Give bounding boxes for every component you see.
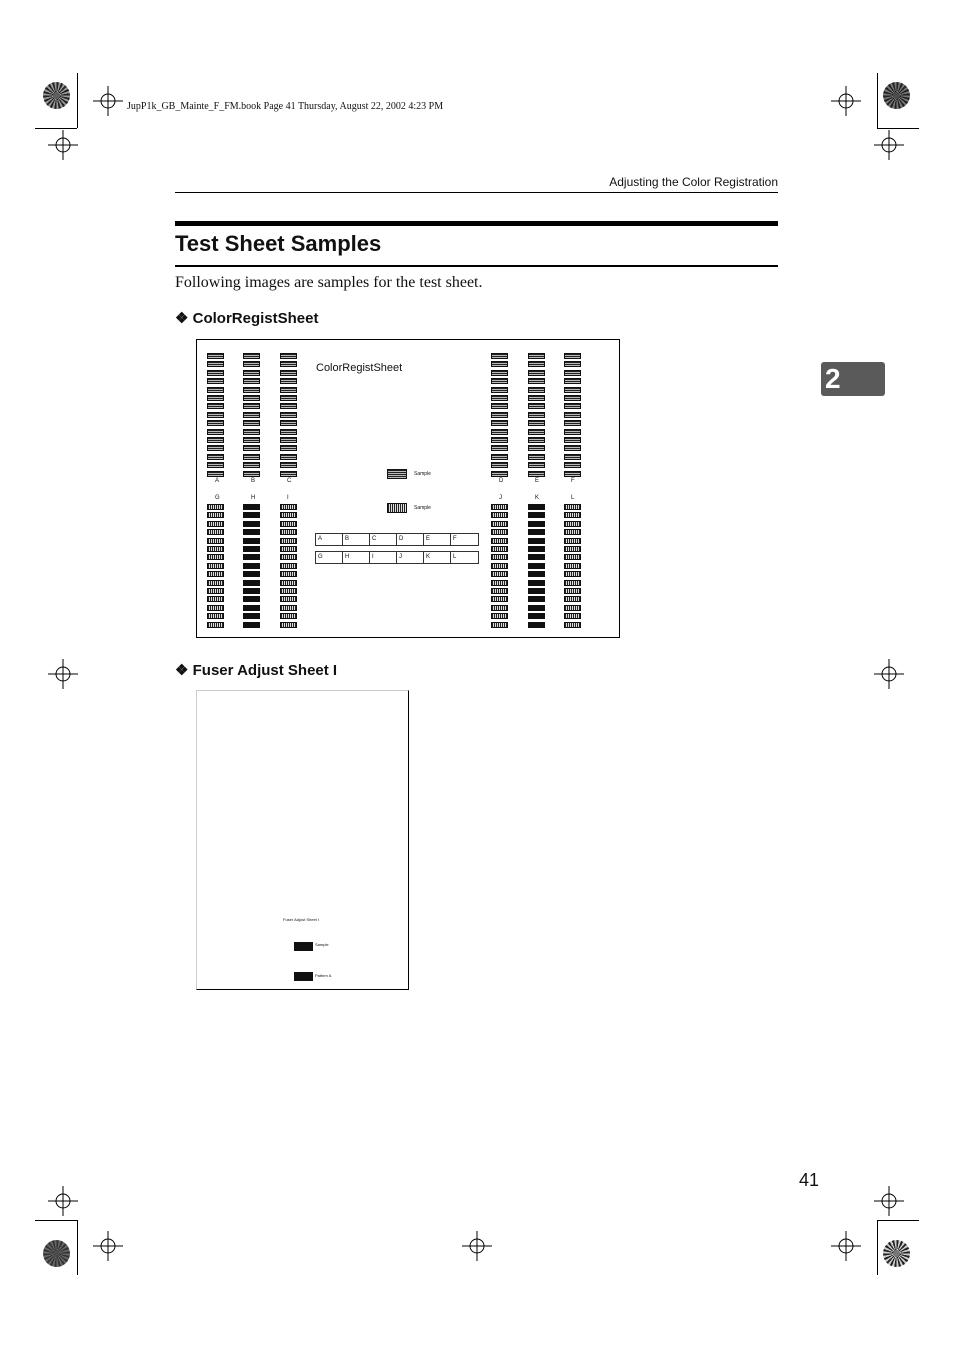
- pattern-bar: [207, 613, 224, 619]
- pattern-bar: [491, 395, 508, 401]
- pattern-bar: [207, 403, 224, 409]
- pattern-bar: [243, 387, 260, 393]
- grid-row-2: [315, 551, 479, 564]
- pattern-bar: [243, 571, 260, 577]
- fuser-sheet: [196, 690, 409, 990]
- pattern-bar: [564, 571, 581, 577]
- pattern-bar: [207, 563, 224, 569]
- pattern-bar: [207, 412, 224, 418]
- column-label: A: [215, 478, 220, 484]
- pattern-bar: [564, 454, 581, 460]
- crop-line: [77, 1220, 78, 1275]
- fuser-sample-swatch: [294, 942, 313, 951]
- color-wheel-mark-icon: [883, 1240, 910, 1267]
- grid-cell: D: [397, 534, 424, 545]
- crop-line: [877, 1220, 878, 1275]
- pattern-bar: [243, 353, 260, 359]
- column-label: E: [535, 478, 540, 484]
- pattern-bar: [280, 471, 297, 477]
- pattern-bar: [491, 445, 508, 451]
- pattern-bar: [243, 412, 260, 418]
- registration-mark-icon: [48, 659, 78, 689]
- grid-cell: B: [343, 534, 370, 545]
- title-underline: [175, 265, 778, 267]
- header-rule: [175, 192, 778, 193]
- crop-line: [35, 128, 77, 129]
- pattern-bar: [280, 429, 297, 435]
- pattern-bar: [280, 412, 297, 418]
- pattern-bar: [564, 403, 581, 409]
- pattern-bar: [528, 504, 545, 510]
- grid-cell: J: [397, 552, 424, 563]
- pattern-bar: [491, 605, 508, 611]
- pattern-bar: [564, 512, 581, 518]
- column-label: H: [251, 495, 256, 501]
- pattern-bar: [564, 429, 581, 435]
- registration-mark-icon: [831, 1231, 861, 1261]
- pattern-bar: [243, 437, 260, 443]
- pattern-bar: [207, 429, 224, 435]
- section-title: Test Sheet Samples: [175, 231, 382, 256]
- pattern-bar: [528, 580, 545, 586]
- pattern-bar: [564, 563, 581, 569]
- pattern-bar: [243, 563, 260, 569]
- pattern-bar: [564, 521, 581, 527]
- registration-mark-icon: [48, 1186, 78, 1216]
- pattern-bar: [207, 437, 224, 443]
- pattern-bar: [564, 445, 581, 451]
- pattern-bar: [528, 378, 545, 384]
- pattern-bar: [207, 605, 224, 611]
- pattern-bar: [280, 361, 297, 367]
- pattern-bar: [280, 588, 297, 594]
- pattern-bar: [491, 512, 508, 518]
- pattern-bar: [207, 445, 224, 451]
- pattern-bar: [207, 378, 224, 384]
- sample-label-2: Sample: [414, 505, 431, 511]
- pattern-bar: [528, 462, 545, 468]
- crop-line: [877, 1220, 919, 1221]
- pattern-bar: [280, 571, 297, 577]
- pattern-bar: [280, 387, 297, 393]
- pattern-bar: [491, 403, 508, 409]
- pattern-bar: [491, 546, 508, 552]
- pattern-bar: [564, 437, 581, 443]
- column-label: L: [571, 495, 575, 501]
- pattern-bar: [491, 622, 508, 628]
- pattern-bar: [243, 554, 260, 560]
- pattern-bar: [280, 420, 297, 426]
- pattern-bar: [243, 395, 260, 401]
- pattern-bar: [243, 471, 260, 477]
- title-bar: [175, 221, 778, 226]
- pattern-bar: [243, 445, 260, 451]
- pattern-bar: [528, 370, 545, 376]
- pattern-bar: [491, 429, 508, 435]
- column-label: F: [571, 478, 575, 484]
- pattern-bar: [564, 596, 581, 602]
- crop-line: [877, 128, 919, 129]
- crop-line: [77, 73, 78, 128]
- pattern-bar: [564, 554, 581, 560]
- pattern-bar: [564, 622, 581, 628]
- registration-mark-icon: [874, 1186, 904, 1216]
- pattern-bar: [207, 471, 224, 477]
- print-info: JupP1k_GB_Mainte_F_FM.book Page 41 Thursday, August 22, 2002 4:23 PM: [127, 101, 444, 112]
- pattern-bar: [491, 462, 508, 468]
- pattern-bar: [528, 538, 545, 544]
- pattern-bar: [207, 395, 224, 401]
- pattern-bar: [528, 412, 545, 418]
- pattern-bar: [528, 622, 545, 628]
- pattern-bar: [528, 546, 545, 552]
- pattern-bar: [564, 395, 581, 401]
- pattern-bar: [243, 605, 260, 611]
- pattern-bar: [564, 538, 581, 544]
- registration-mark-icon: [874, 659, 904, 689]
- pattern-bar: [280, 546, 297, 552]
- pattern-bar: [243, 403, 260, 409]
- pattern-bar: [207, 454, 224, 460]
- grid-cell: I: [370, 552, 397, 563]
- pattern-bar: [280, 454, 297, 460]
- pattern-bar: [564, 471, 581, 477]
- column-label: G: [215, 495, 220, 501]
- pattern-bar: [491, 521, 508, 527]
- pattern-bar: [564, 412, 581, 418]
- pattern-bar: [564, 353, 581, 359]
- pattern-bar: [491, 596, 508, 602]
- pattern-bar: [280, 403, 297, 409]
- fuser-sample-label: Sample: [315, 942, 329, 947]
- pattern-bar: [564, 613, 581, 619]
- pattern-bar: [243, 529, 260, 535]
- fuser-heading-text: Fuser Adjust Sheet I: [192, 662, 338, 679]
- page-number: 41: [799, 1170, 820, 1190]
- pattern-bar: [207, 462, 224, 468]
- grid-cell: F: [453, 536, 457, 542]
- pattern-bar: [528, 445, 545, 451]
- fuser-heading: [175, 661, 337, 679]
- pattern-bar: [280, 554, 297, 560]
- grid-cell: K: [424, 552, 451, 563]
- column-label: C: [287, 478, 292, 484]
- chapter-tab: 2: [821, 362, 885, 396]
- pattern-bar: [243, 361, 260, 367]
- grid-cell: G: [316, 552, 343, 563]
- pattern-bar: [243, 370, 260, 376]
- pattern-bar: [207, 521, 224, 527]
- pattern-bar: [491, 580, 508, 586]
- pattern-bar: [528, 437, 545, 443]
- pattern-bar: [528, 353, 545, 359]
- grid-cell: E: [424, 534, 451, 545]
- grid-cell: H: [343, 552, 370, 563]
- pattern-bar: [528, 596, 545, 602]
- pattern-bar: [491, 504, 508, 510]
- registration-mark-icon: [462, 1231, 492, 1261]
- pattern-bar: [280, 605, 297, 611]
- pattern-bar: [491, 420, 508, 426]
- pattern-bar: [528, 395, 545, 401]
- pattern-bar: [243, 538, 260, 544]
- pattern-bar: [528, 605, 545, 611]
- fuser-pattern-swatch: [294, 972, 313, 981]
- column-label: B: [251, 478, 256, 484]
- pattern-bar: [280, 370, 297, 376]
- colorregist-sheet-title: ColorRegistSheet: [316, 362, 403, 374]
- pattern-bar: [491, 538, 508, 544]
- pattern-bar: [564, 370, 581, 376]
- registration-mark-icon: [874, 130, 904, 160]
- pattern-bar: [528, 521, 545, 527]
- column-label: J: [499, 495, 502, 501]
- pattern-bar: [243, 504, 260, 510]
- pattern-bar: [491, 529, 508, 535]
- pattern-bar: [243, 378, 260, 384]
- pattern-bar: [528, 613, 545, 619]
- pattern-bar: [491, 378, 508, 384]
- pattern-bar: [491, 353, 508, 359]
- pattern-bar: [564, 378, 581, 384]
- pattern-bar: [280, 622, 297, 628]
- pattern-bar: [280, 462, 297, 468]
- crop-line: [877, 73, 878, 128]
- registration-mark-icon: [93, 1231, 123, 1261]
- running-header: Adjusting the Color Registration: [609, 175, 778, 189]
- pattern-bar: [528, 471, 545, 477]
- pattern-bar: [243, 521, 260, 527]
- pattern-bar: [491, 471, 508, 477]
- pattern-bar: [564, 605, 581, 611]
- diamond-bullet-icon: ❖: [175, 310, 189, 327]
- pattern-bar: [491, 571, 508, 577]
- registration-mark-icon: [48, 130, 78, 160]
- pattern-bar: [280, 512, 297, 518]
- pattern-bar: [243, 588, 260, 594]
- sample-swatch-2: [387, 503, 407, 513]
- pattern-bar: [243, 512, 260, 518]
- pattern-bar: [207, 504, 224, 510]
- pattern-bar: [528, 571, 545, 577]
- grid-cell: C: [370, 534, 397, 545]
- column-label: D: [499, 478, 504, 484]
- pattern-bar: [491, 387, 508, 393]
- pattern-bar: [243, 454, 260, 460]
- pattern-bar: [280, 580, 297, 586]
- colorregist-sheet: [196, 339, 620, 638]
- pattern-bar: [491, 412, 508, 418]
- pattern-bar: [280, 378, 297, 384]
- pattern-bar: [491, 454, 508, 460]
- pattern-bar: [280, 563, 297, 569]
- pattern-bar: [280, 538, 297, 544]
- color-wheel-mark-icon: [883, 82, 910, 109]
- pattern-bar: [280, 504, 297, 510]
- pattern-bar: [243, 546, 260, 552]
- fuser-pattern-label: Pattern A: [315, 973, 332, 978]
- pattern-bar: [564, 580, 581, 586]
- colorregist-heading-text: ColorRegistSheet: [192, 310, 319, 327]
- pattern-bar: [280, 521, 297, 527]
- pattern-bar: [280, 613, 297, 619]
- pattern-bar: [528, 563, 545, 569]
- color-wheel-mark-icon: [43, 1240, 70, 1267]
- crop-line: [35, 1220, 77, 1221]
- pattern-bar: [280, 353, 297, 359]
- pattern-bar: [207, 353, 224, 359]
- pattern-bar: [280, 437, 297, 443]
- pattern-bar: [564, 588, 581, 594]
- pattern-bar: [280, 596, 297, 602]
- pattern-bar: [491, 437, 508, 443]
- pattern-bar: [491, 563, 508, 569]
- sample-label-1: Sample: [414, 471, 431, 477]
- pattern-bar: [207, 512, 224, 518]
- grid-row-1: [315, 533, 479, 546]
- pattern-bar: [207, 361, 224, 367]
- pattern-bar: [207, 546, 224, 552]
- pattern-bar: [207, 529, 224, 535]
- pattern-bar: [207, 554, 224, 560]
- pattern-bar: [243, 596, 260, 602]
- pattern-bar: [243, 613, 260, 619]
- registration-mark-icon: [831, 86, 861, 116]
- fuser-sheet-title: Fuser Adjust Sheet I: [283, 917, 320, 922]
- registration-mark-icon: [93, 86, 123, 116]
- intro-text: Following images are samples for the test sheet.: [175, 274, 483, 291]
- pattern-bar: [564, 546, 581, 552]
- pattern-bar: [491, 613, 508, 619]
- pattern-bar: [528, 554, 545, 560]
- pattern-bar: [564, 529, 581, 535]
- pattern-bar: [243, 580, 260, 586]
- pattern-bar: [528, 529, 545, 535]
- column-label: K: [535, 495, 540, 501]
- pattern-bar: [528, 429, 545, 435]
- pattern-bar: [243, 462, 260, 468]
- pattern-bar: [207, 370, 224, 376]
- pattern-bar: [564, 420, 581, 426]
- pattern-bar: [491, 588, 508, 594]
- pattern-bar: [528, 588, 545, 594]
- pattern-bar: [243, 622, 260, 628]
- pattern-bar: [528, 387, 545, 393]
- pattern-bar: [528, 403, 545, 409]
- pattern-bar: [528, 454, 545, 460]
- pattern-bar: [528, 512, 545, 518]
- pattern-bar: [243, 429, 260, 435]
- pattern-bar: [564, 361, 581, 367]
- pattern-bar: [491, 370, 508, 376]
- diamond-bullet-icon: ❖: [175, 662, 189, 679]
- pattern-bar: [564, 504, 581, 510]
- color-wheel-mark-icon: [43, 82, 70, 109]
- pattern-bar: [280, 395, 297, 401]
- pattern-bar: [528, 361, 545, 367]
- pattern-bar: [280, 445, 297, 451]
- pattern-bar: [243, 420, 260, 426]
- pattern-bar: [491, 554, 508, 560]
- pattern-bar: [207, 596, 224, 602]
- pattern-bar: [207, 571, 224, 577]
- pattern-bar: [528, 420, 545, 426]
- pattern-bar: [207, 588, 224, 594]
- column-label: I: [287, 495, 289, 501]
- pattern-bar: [564, 462, 581, 468]
- pattern-bar: [207, 538, 224, 544]
- pattern-bar: [207, 420, 224, 426]
- pattern-bar: [280, 529, 297, 535]
- pattern-bar: [564, 387, 581, 393]
- grid-cell: L: [453, 554, 457, 560]
- colorregist-heading: [175, 309, 318, 327]
- pattern-bar: [207, 387, 224, 393]
- pattern-bar: [491, 361, 508, 367]
- grid-cell: A: [316, 534, 343, 545]
- pattern-bar: [207, 622, 224, 628]
- sample-swatch-1: [387, 469, 407, 479]
- pattern-bar: [207, 580, 224, 586]
